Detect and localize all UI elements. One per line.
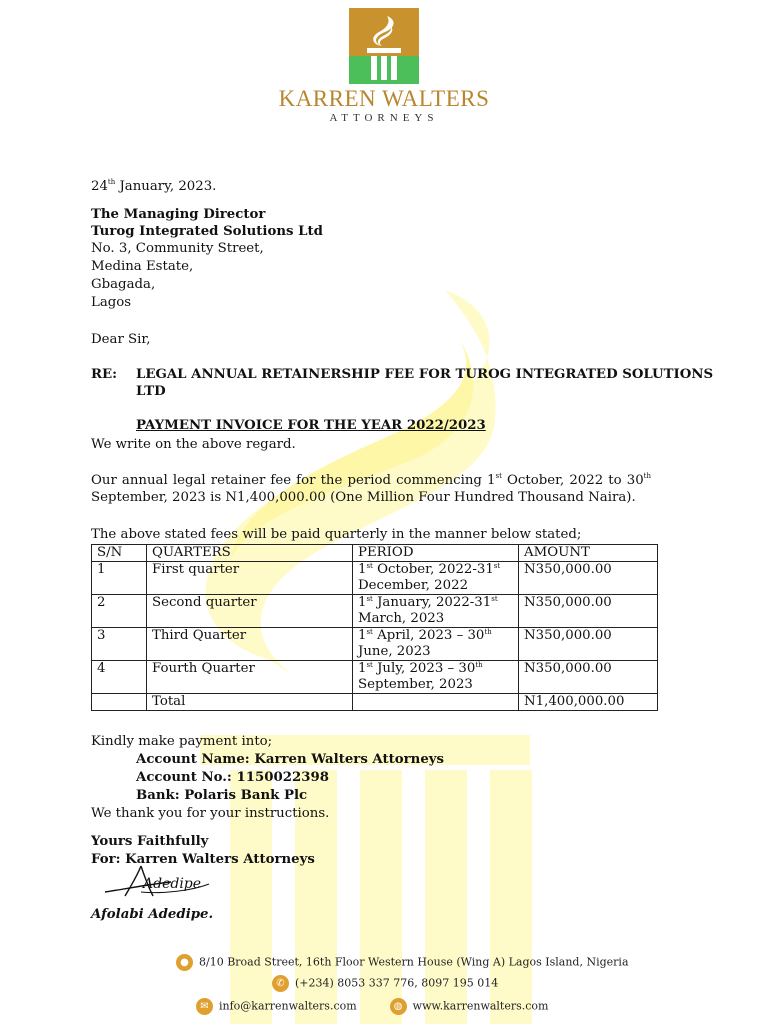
firm-name: KARREN WALTERS [278, 86, 490, 111]
logo-pillar-3 [391, 56, 397, 80]
table-cell-period: 1st January, 2022-31st March, 2023 [353, 595, 519, 628]
footer-email[interactable]: info@karrenwalters.com [219, 999, 357, 1013]
table-cell-sn: 2 [92, 595, 147, 628]
phone-icon: ✆ [272, 975, 289, 992]
table-cell-amount: N350,000.00 [519, 628, 658, 661]
paragraph-fee: Our annual legal retainer fee for the period commencing 1st October, 2022 to 30th September, 2023 is N1,400,000.00 (One Million Four Hundred Thousand Naira). [91, 472, 651, 505]
thanks-line: We thank you for your instructions. [91, 806, 330, 821]
table-cell-sn: 3 [92, 628, 147, 661]
account-number: Account No.: 1150022398 [136, 770, 329, 785]
re-subject-line1: LEGAL ANNUAL RETAINERSHIP FEE FOR TUROG INTEGRATED SOLUTIONS [136, 367, 714, 382]
logo-pillar-cap [367, 48, 401, 53]
table-cell-amount: N350,000.00 [519, 595, 658, 628]
recipient-company: Turog Integrated Solutions Ltd [91, 224, 323, 239]
table-cell-amount: N350,000.00 [519, 562, 658, 595]
table-header: AMOUNT [519, 545, 658, 562]
table-cell-period: 1st July, 2023 – 30th September, 2023 [353, 661, 519, 694]
letter-date: 24th January, 2023. [91, 178, 217, 194]
table-cell-sn: 4 [92, 661, 147, 694]
table-cell-quarter: Fourth Quarter [147, 661, 353, 694]
invoice-heading: PAYMENT INVOICE FOR THE YEAR 2022/2023 [136, 418, 486, 433]
closing-for: For: Karren Walters Attorneys [91, 852, 315, 867]
footer-address-row: ● 8/10 Broad Street, 16th Floor Western House (Wing A) Lagos Island, Nigeria [0, 954, 768, 971]
address-line: Lagos [91, 295, 132, 310]
table-cell-period [353, 694, 519, 711]
signatory-name: Afolabi Adedipe. [91, 907, 214, 922]
payment-intro: Kindly make payment into; [91, 734, 273, 749]
paragraph-quarterly: The above stated fees will be paid quarterly in the manner below stated; [91, 527, 582, 542]
table-cell-quarter: Second quarter [147, 595, 353, 628]
firm-logo [349, 8, 419, 84]
logo-pillar-1 [371, 56, 377, 80]
table-header-row [92, 545, 658, 562]
table-row [92, 628, 658, 661]
svg-text:Adedipe: Adedipe [143, 876, 202, 892]
table-header: PERIOD [353, 545, 519, 562]
footer-phone-row: ✆ (+234) 8053 337 776, 8097 195 014 [0, 975, 768, 992]
salutation: Dear Sir, [91, 332, 151, 347]
table-row [92, 661, 658, 694]
globe-icon: ◍ [390, 998, 407, 1015]
table-cell-period: 1st April, 2023 – 30th June, 2023 [353, 628, 519, 661]
signature [101, 858, 221, 902]
table-cell-quarter: First quarter [147, 562, 353, 595]
table-cell-sn [92, 694, 147, 711]
address-line: Gbagada, [91, 277, 156, 292]
table-header: S/N [92, 545, 147, 562]
account-name: Account Name: Karren Walters Attorneys [136, 752, 445, 767]
closing: Yours Faithfully [91, 834, 209, 849]
address-line: No. 3, Community Street, [91, 241, 264, 256]
address-line: Medina Estate, [91, 259, 194, 274]
table-cell-period: 1st October, 2022-31st December, 2022 [353, 562, 519, 595]
fee-table [91, 544, 658, 711]
recipient-title: The Managing Director [91, 207, 266, 222]
re-subject-line2: LTD [136, 384, 166, 399]
table-row [92, 562, 658, 595]
table-header: QUARTERS [147, 545, 353, 562]
firm-subtitle: ATTORNEYS [329, 112, 439, 124]
email-icon: ✉ [196, 998, 213, 1015]
table-cell-quarter: Third Quarter [147, 628, 353, 661]
table-row [92, 595, 658, 628]
table-cell-sn: 1 [92, 562, 147, 595]
footer-website[interactable]: www.karrenwalters.com [412, 999, 549, 1013]
logo-pillar-2 [381, 56, 387, 80]
location-pin-icon: ● [176, 954, 193, 971]
table-cell-amount: N350,000.00 [519, 661, 658, 694]
footer-contact-row [0, 998, 768, 1015]
bank-name: Bank: Polaris Bank Plc [136, 788, 308, 803]
table-total-row [92, 694, 658, 711]
re-label: RE: [91, 367, 118, 382]
table-cell-total-label: Total [147, 694, 353, 711]
paragraph-regard: We write on the above regard. [91, 437, 296, 452]
table-cell-total-amount: N1,400,000.00 [519, 694, 658, 711]
